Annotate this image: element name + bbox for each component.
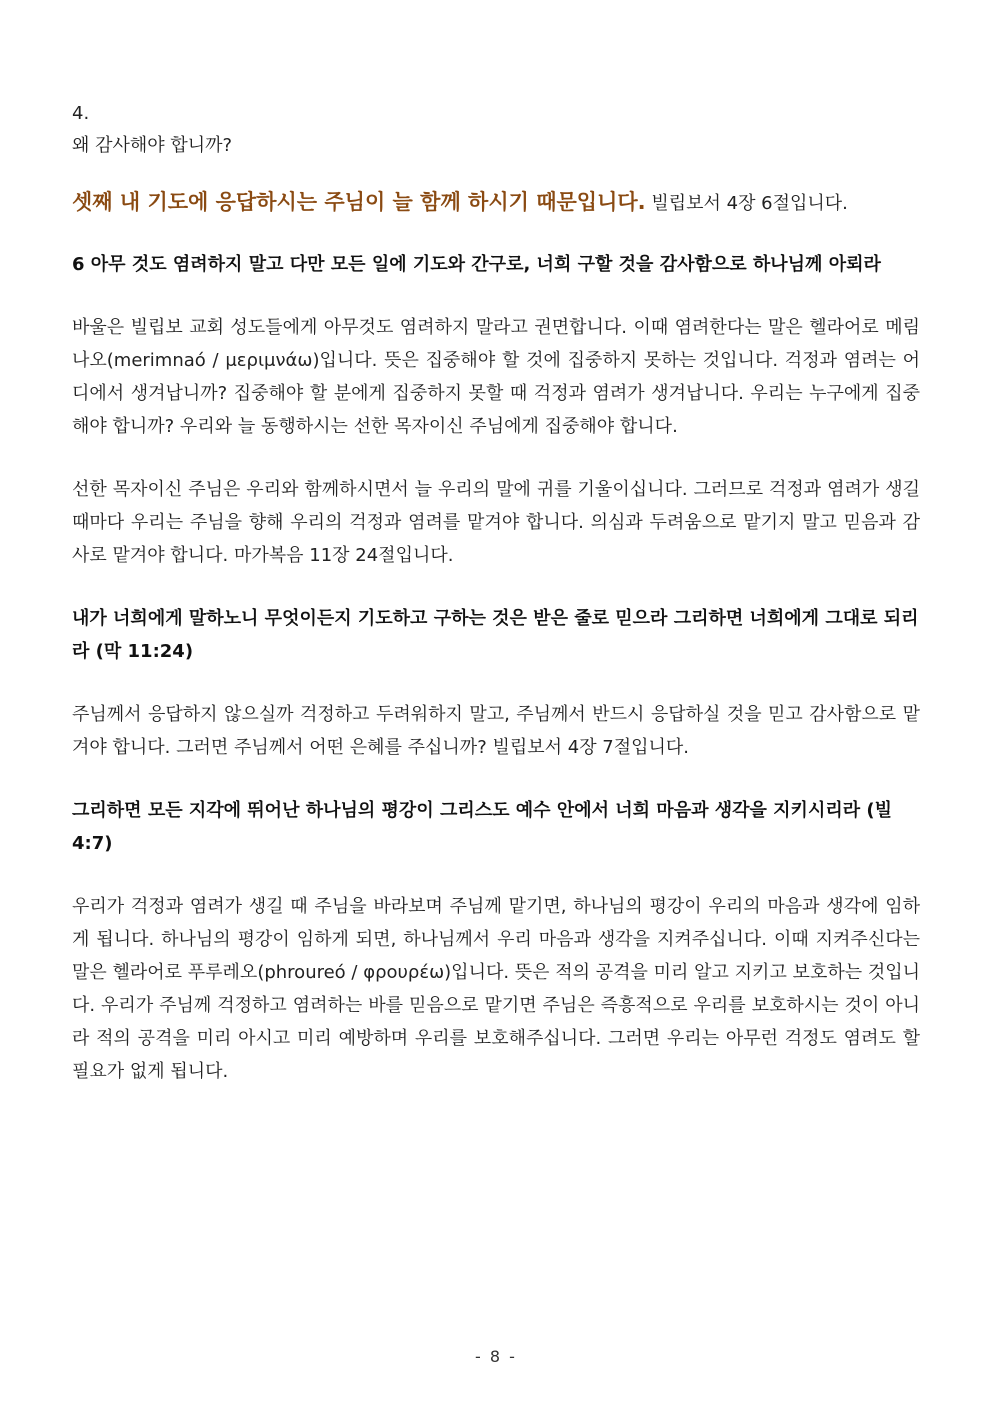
spacer	[72, 281, 920, 311]
page-number: - 8 -	[475, 1347, 517, 1366]
spacer	[72, 860, 920, 890]
section-question: 왜 감사해야 합니까?	[72, 135, 233, 156]
lead-reference: 빌립보서 4장 6절입니다.	[645, 193, 848, 214]
body-paragraph-3: 주님께서 응답하지 않으실까 걱정하고 두려워하지 말고, 주님께서 반드시 응답하실 것을 믿고 감사함으로 맡겨야 합니다. 그러면 주님께서 어떤 은혜를 주십니까? 빌립보서 4장 7절입니다.	[72, 704, 920, 758]
spacer	[72, 162, 920, 186]
lead-paragraph	[72, 186, 920, 220]
highlight-heading: 셋째 내 기도에 응답하시는 주님이 늘 함께 하시기 때문입니다.	[72, 190, 646, 214]
body-paragraph-1: 바울은 빌립보 교회 성도들에게 아무것도 염려하지 말라고 권면합니다. 이때 염려한다는 말은 헬라어로 메림나오(merimnaó / μεριμνάω)입니다. 뜻은 집중해야 할 것에 집중하지 못하는 것입니다. 걱정과 염려는 어디에서 생겨납니까? 집중해야 할 분에게 집중하지 못할 때 걱정과 염려가 생겨납니다. 우리는 누구에게 집중해야 합니까? 우리와 늘 동행하시는 선한 목자이신 주님에게 집중해야 합니다.	[72, 317, 920, 437]
verse-phil-4-7: 그리하면 모든 지각에 뛰어난 하나님의 평강이 그리스도 예수 안에서 너희 마음과 생각을 지키시리라 (빌 4:7)	[72, 800, 892, 854]
spacer	[72, 764, 920, 794]
spacer	[72, 443, 920, 473]
verse-mark-11-24: 내가 너희에게 말하노니 무엇이든지 기도하고 구하는 것은 받은 줄로 믿으라 그리하면 너희에게 그대로 되리라 (막 11:24)	[72, 608, 919, 662]
verse-phil-4-6: 6 아무 것도 염려하지 말고 다만 모든 일에 기도와 간구로, 너희 구할 것을 감사함으로 하나님께 아뢰라	[72, 254, 881, 275]
section-number: 4.	[72, 103, 90, 124]
body-paragraph-4: 우리가 걱정과 염려가 생길 때 주님을 바라보며 주님께 맡기면, 하나님의 평강이 우리의 마음과 생각에 임하게 됩니다. 하나님의 평강이 임하게 되면, 하나님께서 우리 마음과 생각을 지켜주십니다. 이때 지켜주신다는 말은 헬라어로 푸루레오(phroureó / φρουρέω)입니다. 뜻은 적의 공격을 미리 알고 지키고 보호하는 것입니다. 우리가 주님께 걱정하고 염려하는 바를 믿음으로 맡기면 주님은 즉흥적으로 우리를 보호하시는 것이 아니라 적의 공격을 미리 아시고 미리 예방하며 우리를 보호해주십니다. 그러면 우리는 아무런 걱정도 염려도 할 필요가 없게 됩니다.	[72, 896, 920, 1082]
spacer	[72, 220, 920, 248]
body-paragraph-2: 선한 목자이신 주님은 우리와 함께하시면서 늘 우리의 말에 귀를 기울이십니다. 그러므로 걱정과 염려가 생길 때마다 우리는 주님을 향해 우리의 걱정과 염려를 맡겨야 합니다. 의심과 두려움으로 맡기지 말고 믿음과 감사로 맡겨야 합니다. 마가복음 11장 24절입니다.	[72, 479, 920, 566]
document-page	[72, 98, 920, 1088]
spacer	[72, 668, 920, 698]
spacer	[72, 572, 920, 602]
